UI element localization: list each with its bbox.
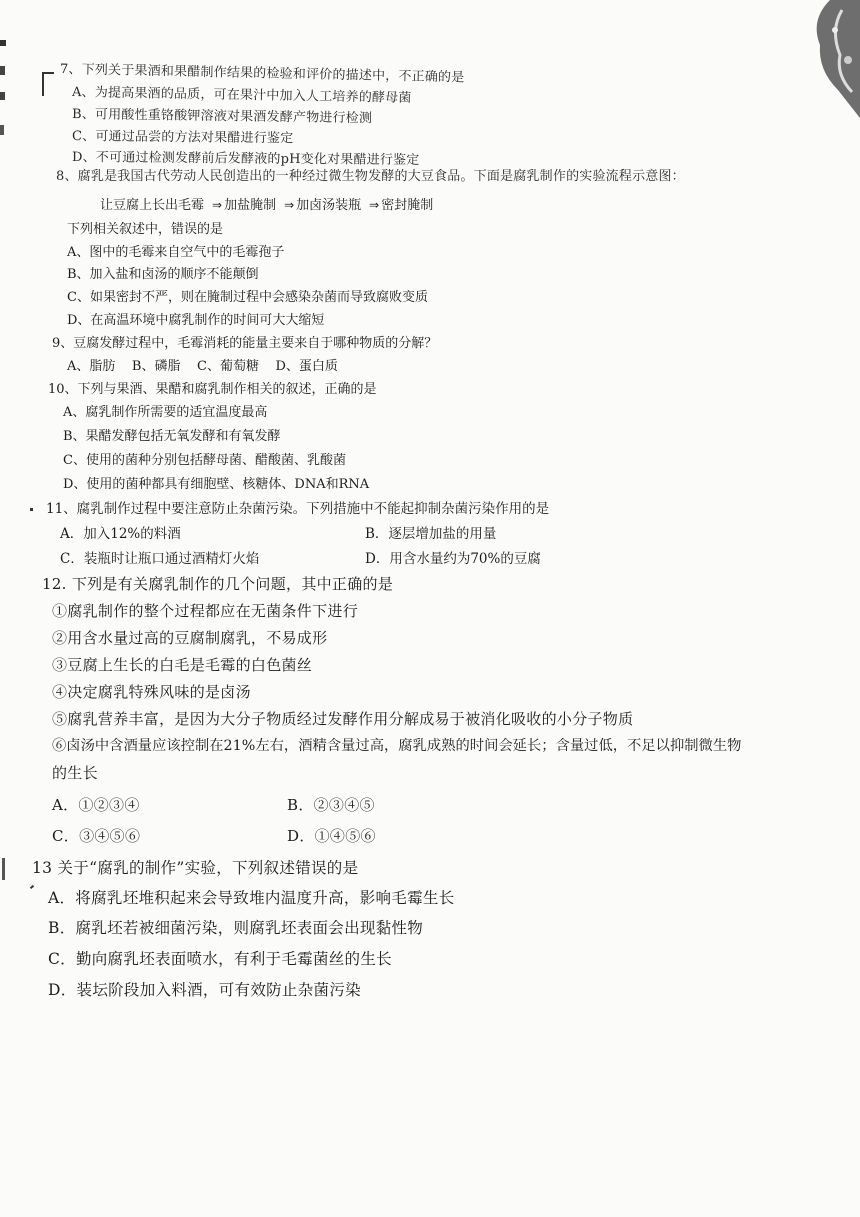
- q10-option-d: D、使用的菌种都具有细胞壁、核糖体、DNA和RNA: [63, 477, 370, 492]
- q10-option-a: A、腐乳制作所需要的适宜温度最高: [63, 405, 268, 420]
- q13-option-d: D．装坛阶段加入料酒，可有效防止杂菌污染: [48, 981, 361, 999]
- bracket-mark: [42, 72, 54, 96]
- q7-option-b: B、可用酸性重铬酸钾溶液对果酒发酵产物进行检测: [71, 107, 373, 127]
- q12-option-b: B．②③④⑤: [287, 796, 375, 814]
- tick-mark: [30, 885, 34, 889]
- q7-option-d: D、不可通过检测发酵前后发酵液的pH变化对果醋进行鉴定: [71, 150, 420, 169]
- q12-item-continued: 的生长: [52, 764, 98, 782]
- q13-option-b: B．腐乳坯若被细菌污染，则腐乳坯表面会出现黏性物: [48, 919, 424, 937]
- q13-option-c: C．勤向腐乳坯表面喷水，有利于毛霉菌丝的生长: [48, 950, 392, 968]
- q8-option-c: C、如果密封不严，则在腌制过程中会感染杂菌而导致腐败变质: [67, 290, 428, 305]
- q8-option-d: D、在高温环境中腐乳制作的时间可大大缩短: [67, 313, 325, 328]
- tick-mark: [30, 508, 33, 511]
- margin-mark: [0, 92, 5, 100]
- q12-option-d: D．①④⑤⑥: [287, 827, 376, 845]
- process-flow: [100, 194, 435, 213]
- q12-item: ⑥卤汤中含酒量应该控制在21%左右，酒精含量过高，腐乳成熟的时间会延长；含量过低，不足以抑制微生物: [52, 738, 742, 754]
- q9-options: A、脂肪 B、磷脂 C、葡萄糖 D、蛋白质: [67, 359, 338, 374]
- q11-option-c: C．装瓶时让瓶口通过酒精灯火焰: [60, 551, 260, 567]
- flow-arrow-icon: ⇒: [284, 198, 295, 212]
- q7-option-c: C、可通过品尝的方法对果醋进行鉴定: [71, 129, 294, 147]
- question-9-stem: 9、豆腐发酵过程中，毛霉消耗的能量主要来自于哪种物质的分解？: [52, 336, 438, 351]
- margin-mark: [0, 125, 4, 135]
- question-10-stem: 10、下列与果酒、果醋和腐乳制作相关的叙述，正确的是: [48, 382, 377, 397]
- q8-option-b: B、加入盐和卤汤的顺序不能颠倒: [67, 267, 259, 282]
- q12-item: ⑤腐乳营养丰富，是因为大分子物质经过发酵作用分解成易于被消化吸收的小分子物质: [52, 710, 634, 728]
- question-7-stem: 7、下列关于果酒和果醋制作结果的检验和评价的描述中，不正确的是: [59, 62, 465, 86]
- q11-option-b: B．逐层增加盐的用量: [365, 526, 497, 542]
- q7-option-a: A、为提高果酒的品质，可在果汁中加入人工培养的酵母菌: [71, 85, 412, 106]
- flow-arrow-icon: ⇒: [369, 198, 380, 212]
- q8-option-a: A、图中的毛霉来自空气中的毛霉孢子: [67, 245, 285, 260]
- flow-step: 密封腌制: [381, 198, 434, 213]
- margin-mark: [0, 66, 5, 75]
- question-8-stem: 8、腐乳是我国古代劳动人民创造出的一种经过微生物发酵的大豆食品。下面是腐乳制作的实验流程示意图：: [56, 169, 685, 184]
- q10-option-c: C、使用的菌种分别包括酵母菌、醋酸菌、乳酸菌: [63, 453, 346, 468]
- q13-option-a: A．将腐乳坯堆积起来会导致堆内温度升高，影响毛霉生长: [48, 889, 455, 907]
- question-13-stem: 13 关于“腐乳的制作”实验，下列叙述错误的是: [32, 859, 359, 877]
- question-11-stem: 11、腐乳制作过程中要注意防止杂菌污染。下列措施中不能起抑制杂菌污染作用的是: [46, 501, 550, 517]
- q10-option-b: B、果醋发酵包括无氧发酵和有氧发酵: [63, 429, 281, 444]
- flow-step: 加卤汤装瓶: [296, 198, 362, 213]
- flow-step: 加盐腌制: [224, 198, 277, 213]
- flow-arrow-icon: ⇒: [212, 198, 223, 212]
- question-12-stem: 12. 下列是有关腐乳制作的几个问题，其中正确的是: [42, 575, 394, 593]
- q11-option-a: A．加入12%的料酒: [60, 526, 181, 542]
- corner-smudge: [790, 0, 860, 120]
- q12-item: ①腐乳制作的整个过程都应在无菌条件下进行: [52, 602, 359, 620]
- flow-step: 让豆腐上长出毛霉: [100, 198, 205, 213]
- q11-option-d: D．用含水量约为70%的豆腐: [365, 551, 541, 567]
- margin-mark: [2, 858, 5, 880]
- q12-item: ②用含水量过高的豆腐制腐乳，不易成形: [52, 629, 328, 647]
- margin-mark: [0, 40, 6, 46]
- q12-option-c: C．③④⑤⑥: [52, 827, 141, 845]
- q12-option-a: A．①②③④: [52, 796, 140, 814]
- q8-sub-stem: 下列相关叙述中，错误的是: [67, 222, 224, 237]
- q12-item: ④决定腐乳特殊风味的是卤汤: [52, 683, 251, 701]
- q12-item: ③豆腐上生长的白毛是毛霉的白色菌丝: [52, 656, 313, 674]
